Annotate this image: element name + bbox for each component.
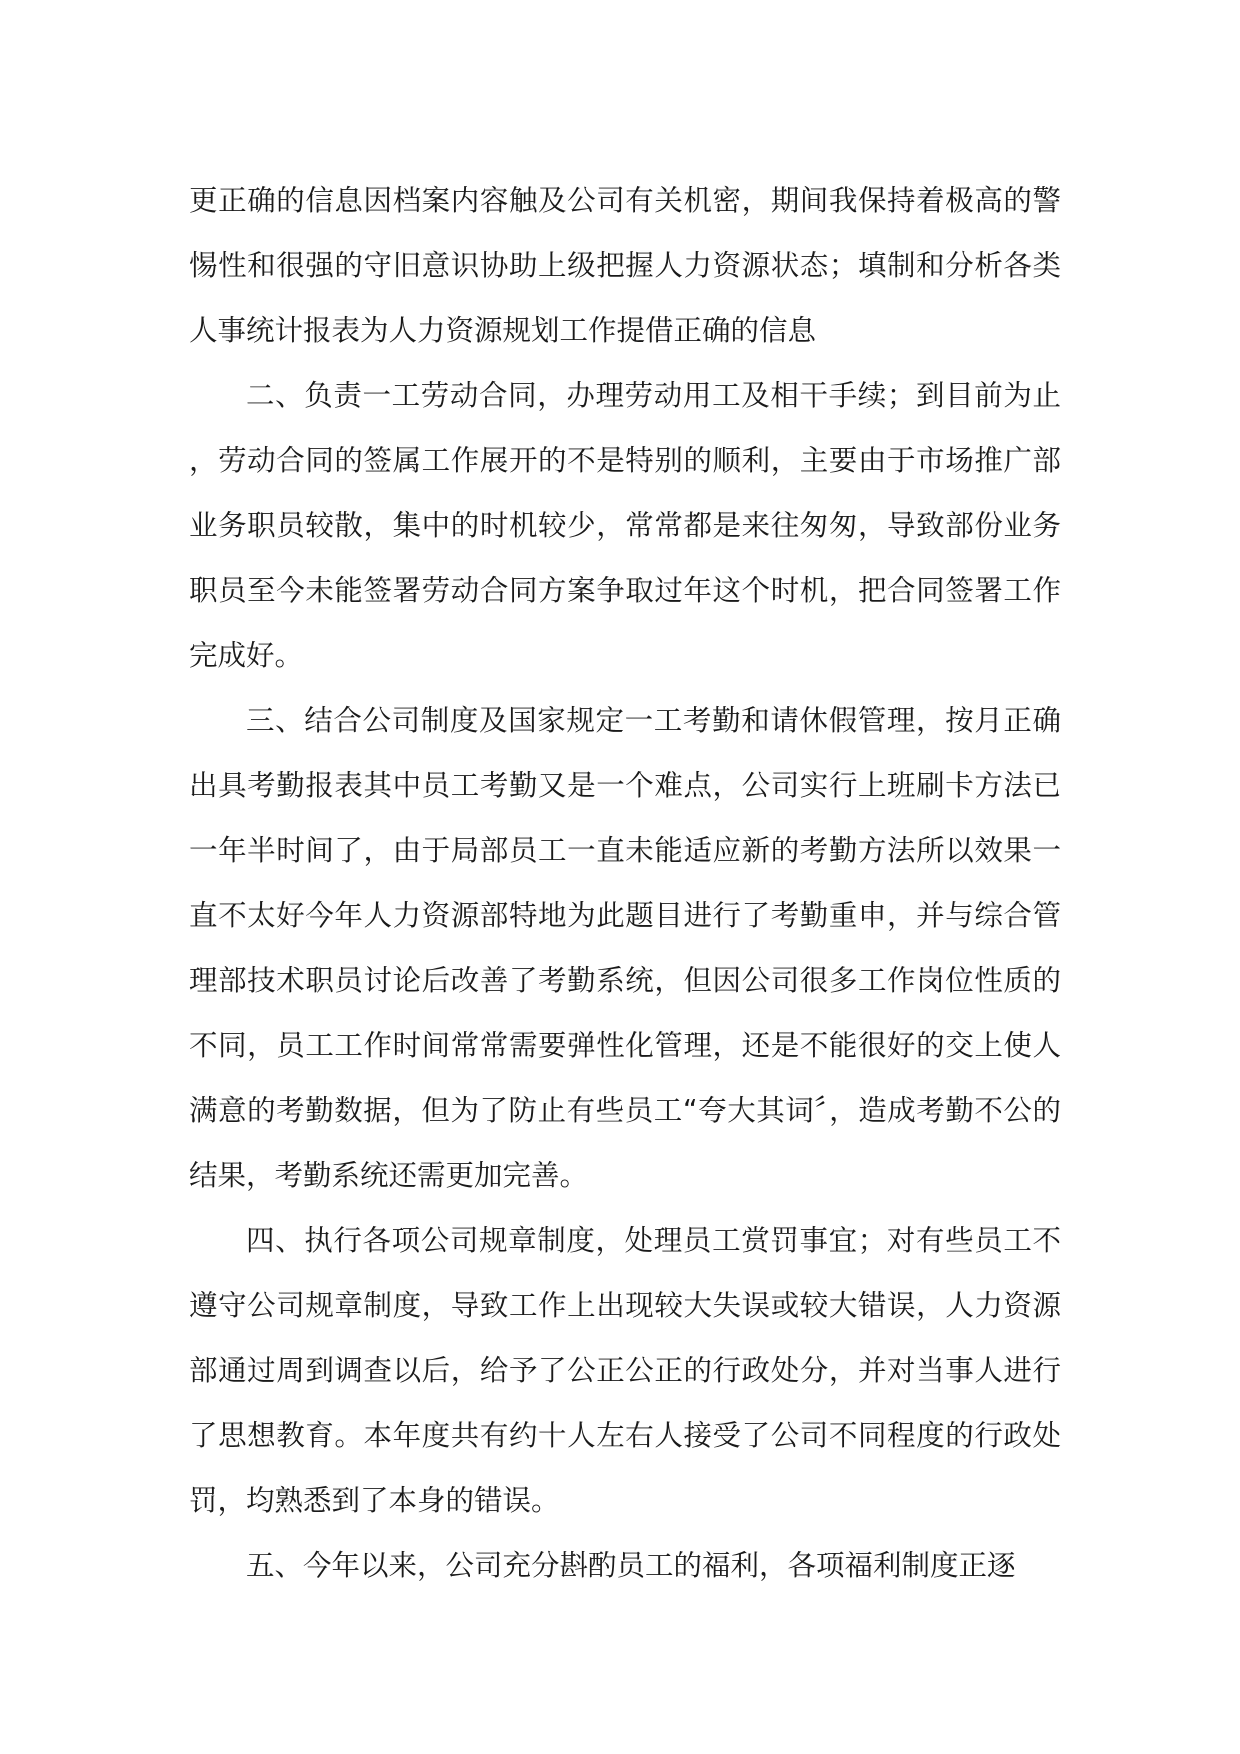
paragraph-rules-discipline: 四、执行各项公司规章制度，处理员工赏罚事宜；对有些员工不遵守公司规章制度，导致工作上出现较大失误或较大错误，人力资源部通过周到调查以后，给予了公正公正的行政处分，并对当事人进行了思想教育。本年度共有约十人左右人接受了公司不同程度的行政处罚，均熟悉到了本身的错误。 (189, 1224, 1061, 1517)
paragraph-labor-contract: 二、负责一工劳动合同，办理劳动用工及相干手续；到目前为止，劳动合同的签属工作展开的不是特别的顺利，主要由于市场推广部业务职员较散，集中的时机较少，常常都是来往匆匆，导致部份业务职员至今未能签署劳动合同方案争取过年这个时机，把合同签署工作完成好。 (189, 379, 1061, 672)
paragraph-welfare: 五、今年以来，公司充分斟酌员工的福利，各项福利制度正逐 (246, 1549, 1016, 1582)
document-body (189, 168, 1061, 1598)
paragraph-continuation: 更正确的信息因档案内容触及公司有关机密，期间我保持着极高的警惕性和很强的守旧意识协助上级把握人力资源状态；填制和分析各类人事统计报表为人力资源规划工作提借正确的信息 (189, 184, 1061, 347)
paragraph-attendance: 三、结合公司制度及国家规定一工考勤和请休假管理，按月正确出具考勤报表其中员工考勤又是一个难点，公司实行上班刷卡方法已一年半时间了，由于局部员工一直未能适应新的考勤方法所以效果一直不太好今年人力资源部特地为此题目进行了考勤重申，并与综合管理部技术职员讨论后改善了考勤系统，但因公司很多工作岗位性质的不同，员工工作时间常常需要弹性化管理，还是不能很好的交上使人满意的考勤数据，但为了防止有些员工“夸大其词〞，造成考勤不公的结果，考勤系统还需更加完善。 (189, 704, 1061, 1192)
